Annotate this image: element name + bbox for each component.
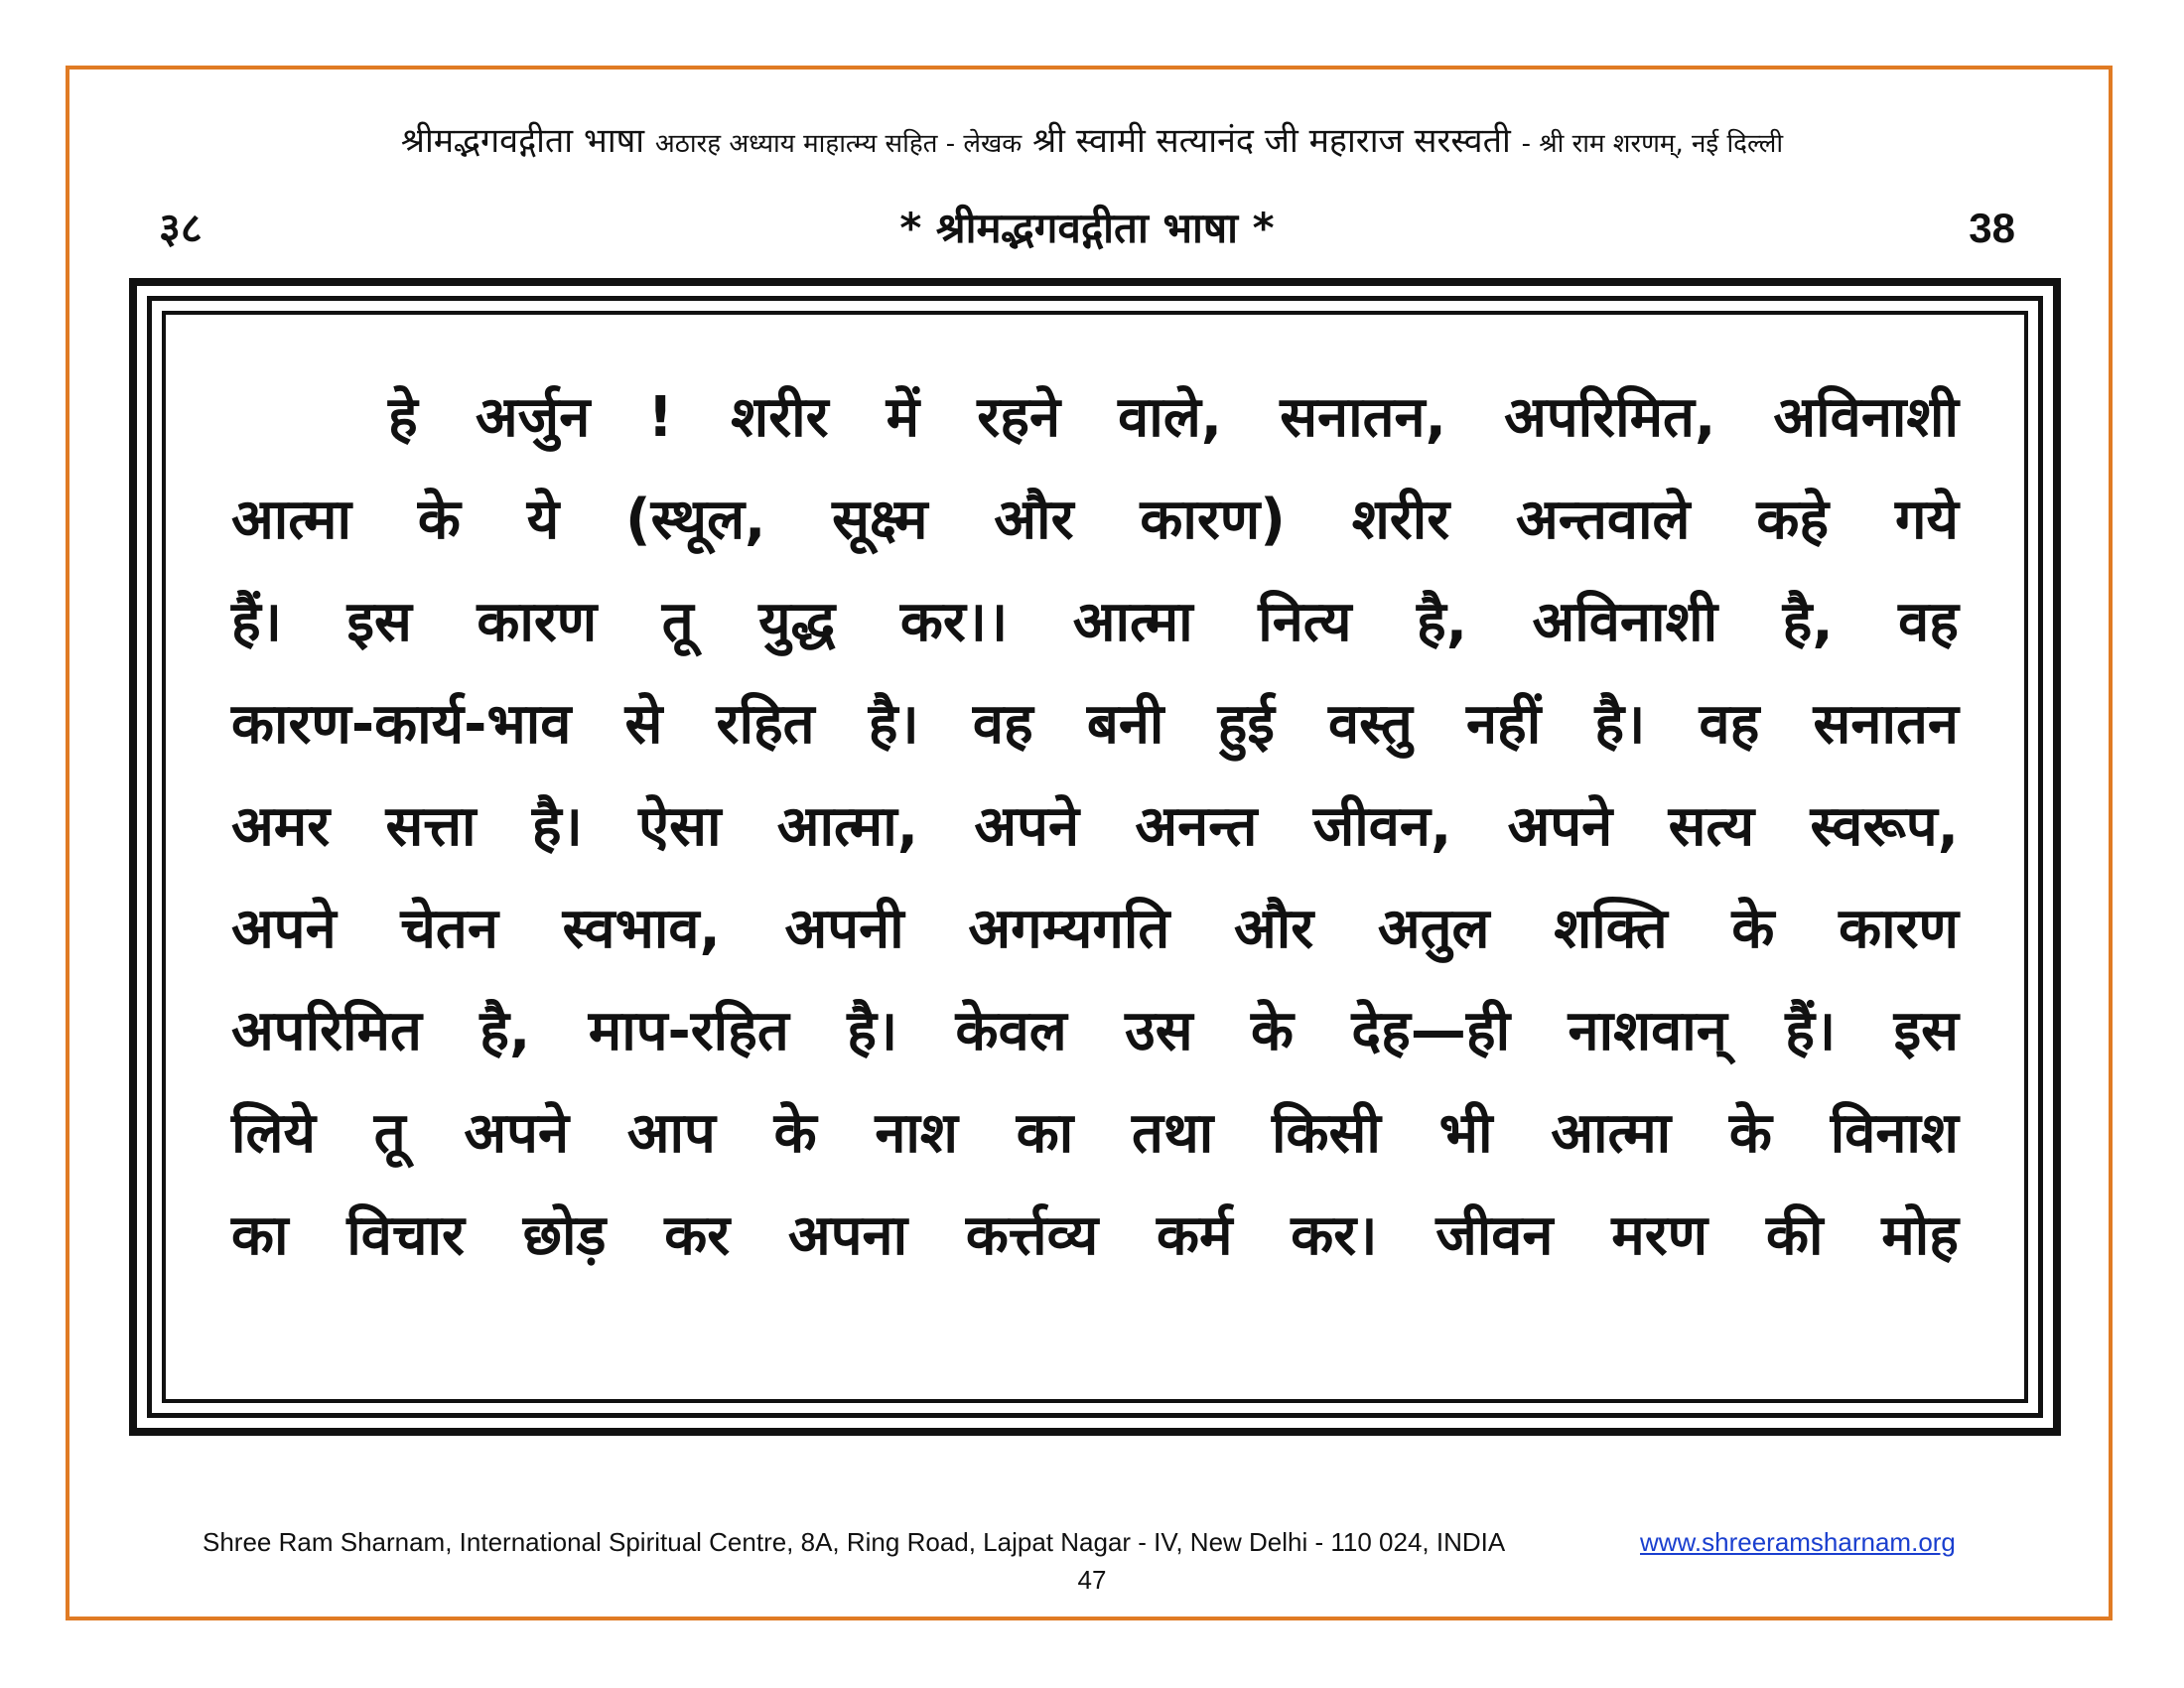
body-line: हैं। इस कारण तू युद्ध कर।। आत्मा नित्य है, अविनाशी है, वह — [231, 590, 1959, 654]
book-title: * श्रीमद्भगवद्गीता भाषा * — [899, 204, 1275, 252]
header-title-main: श्रीमद्भगवद्गीता भाषा — [400, 121, 645, 161]
header-subtitle: अठारह अध्याय माहात्म्य सहित - लेखक — [654, 129, 1023, 159]
body-line: अपरिमित है, माप-रहित है। केवल उस के देह—ही नाशवान् हैं। इस — [231, 999, 1959, 1063]
text-box-outer-border — [129, 278, 2061, 1436]
body-line: हे अर्जुन ! शरीर में रहने वाले, सनातन, अपरिमित, अविनाशी — [388, 385, 1959, 450]
page-number-arabic: 38 — [1969, 205, 2015, 251]
footer-website-link[interactable]: www.shreeramsharnam.org — [1640, 1527, 1956, 1557]
body-line: आत्मा के ये (स्थूल, सूक्ष्म और कारण) शरीर अन्तवाले कहे गये — [231, 488, 1959, 552]
text-box — [162, 311, 2028, 1403]
body-line: का विचार छोड़ कर अपना कर्त्तव्य कर्म कर। जीवन मरण की मोह — [231, 1203, 1959, 1268]
header-author: श्री स्वामी सत्यानंद जी महाराज सरस्वती — [1032, 121, 1511, 161]
header-publisher: - श्री राम शरणम्, नई दिल्ली — [1521, 129, 1784, 159]
body-line: कारण-कार्य-भाव से रहित है। वह बनी हुई वस्तु नहीं है। वह सनातन — [231, 692, 1959, 757]
body-paragraph — [231, 366, 1959, 1287]
text-box-middle-border — [147, 296, 2043, 1418]
footer-page-number: 47 — [1077, 1565, 1107, 1595]
body-line: अमर सत्ता है। ऐसा आत्मा, अपने अनन्त जीवन, अपने सत्य स्वरूप, — [231, 794, 1959, 859]
page-heading — [159, 199, 2015, 264]
running-header — [79, 119, 2105, 166]
footer-address: Shree Ram Sharnam, International Spiritual Centre, 8A, Ring Road, Lajpat Nagar - IV, New Delhi - 110 024, INDIA — [203, 1527, 1506, 1557]
page-number-devanagari: ३८ — [159, 204, 203, 252]
body-line: लिये तू अपने आप के नाश का तथा किसी भी आत्मा के विनाश — [231, 1101, 1959, 1166]
body-line: अपने चेतन स्वभाव, अपनी अगम्यगति और अतुल शक्ति के कारण — [231, 897, 1959, 961]
